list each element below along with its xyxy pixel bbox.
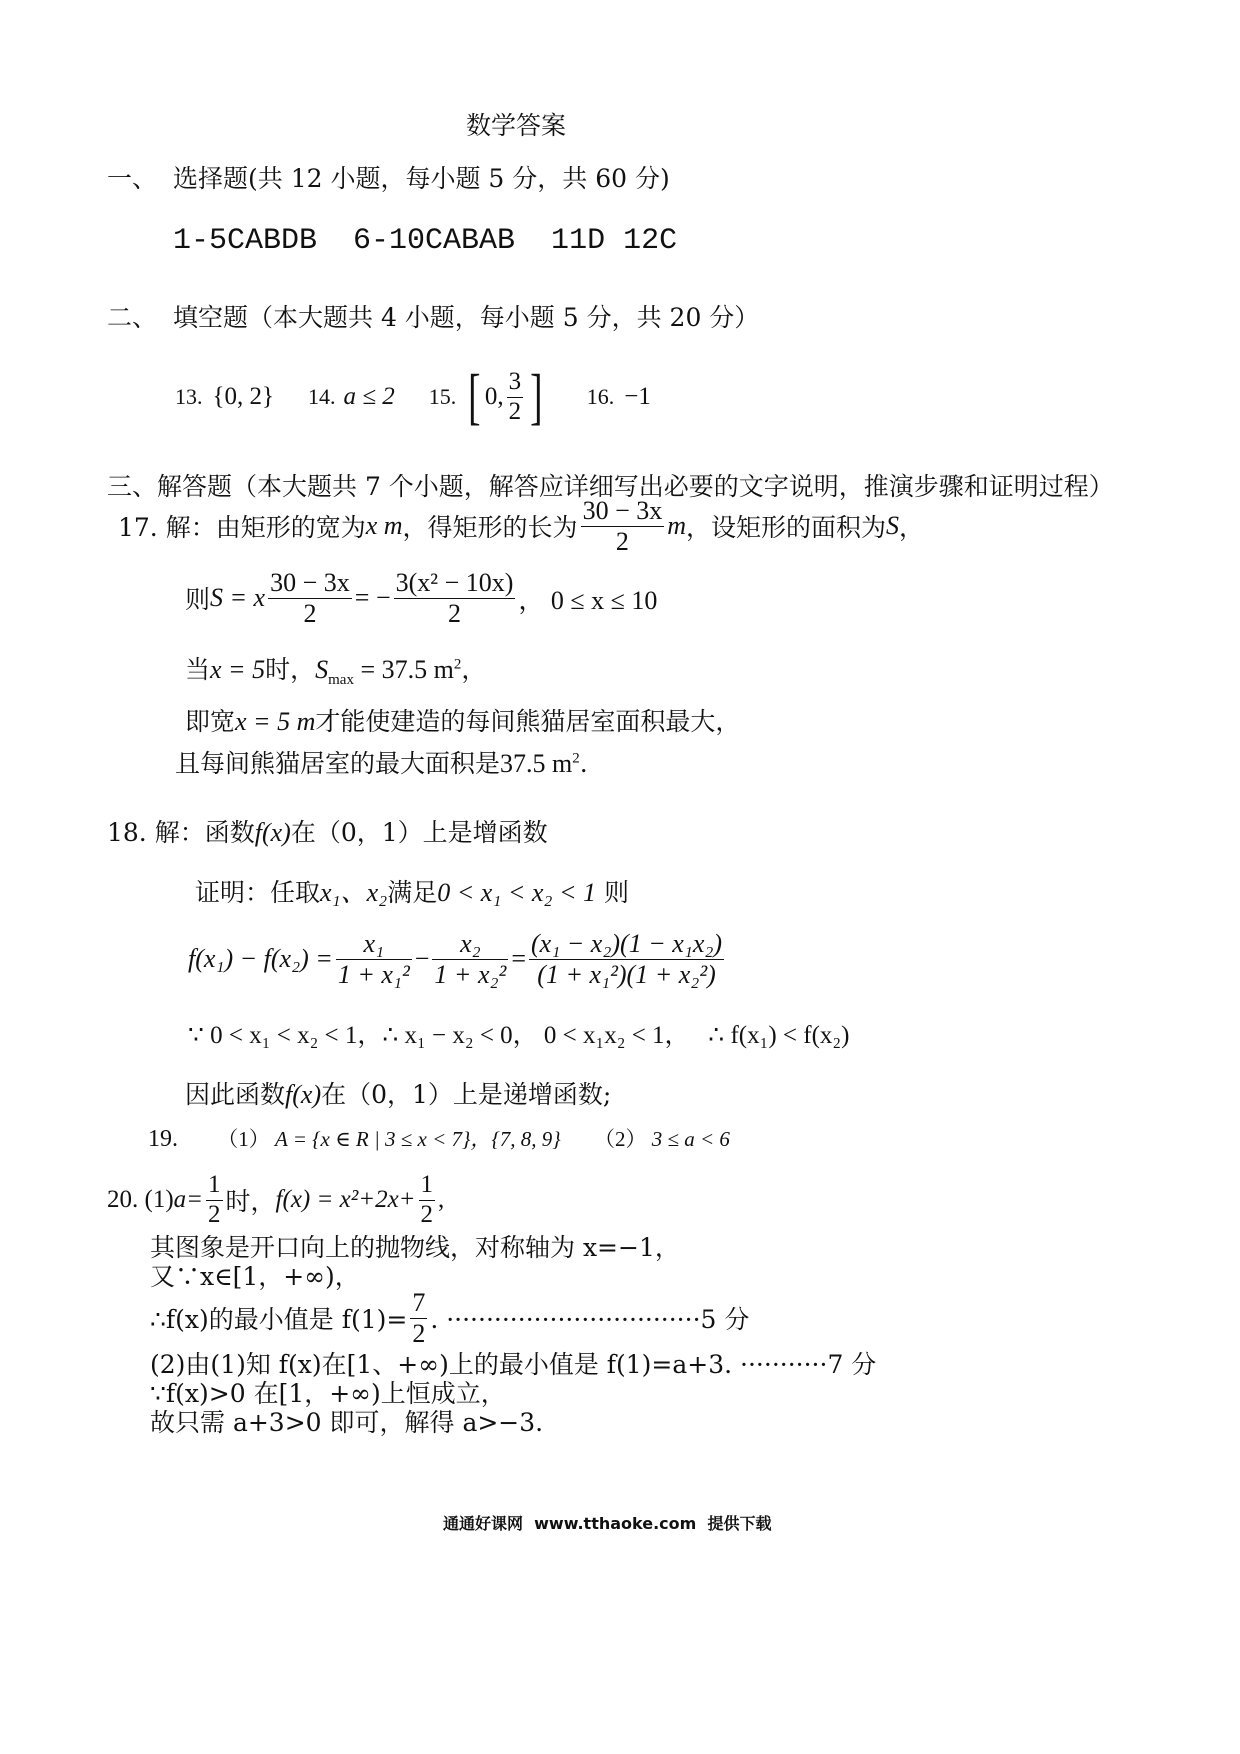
q19-number: 19. (148, 1126, 178, 1152)
q20-line6: ∵f(x)>0 在[1，+∞)上恒成立， (150, 1379, 506, 1408)
q18-line3 (188, 928, 727, 990)
q17-line2 (185, 567, 658, 628)
q20-den3: 2 (412, 1318, 426, 1348)
q20-line7: 故只需 a+3>0 即可，解得 a>−3. (150, 1408, 544, 1437)
q18-fx: f(x) (254, 818, 291, 847)
q17-x5m: x = 5 m (235, 707, 316, 736)
q18-result: 在（0，1）上是递增函数; (321, 1080, 612, 1109)
fill-in-answers (175, 363, 651, 431)
q20-line1 (107, 1172, 444, 1228)
q18-fx2: f(x) (285, 1080, 322, 1109)
q17-then: 则 (185, 585, 211, 614)
q18-then: 则 (596, 878, 629, 907)
q20-line5: (2)由(1)知 f(x)在[1、+∞)上的最小值是 f(1)=a+3. ···········7 分 (150, 1350, 877, 1379)
right-bracket: ] (530, 363, 543, 431)
q17-text2: ，得矩形的长为 (402, 513, 578, 542)
q19-answer2: 3 ≤ a < 6 (651, 1127, 730, 1151)
q17-intro: 17. 解：由矩形的宽为 (118, 513, 366, 542)
q17-max-area: 37.5 m (500, 749, 573, 778)
q18-claim: 在（0，1）上是增函数 (290, 818, 548, 847)
q18-intro: 18. 解：函数 (107, 818, 255, 847)
q17-equals-minus: = − (354, 583, 391, 612)
left-bracket: [ (468, 363, 481, 431)
q15-answer (464, 363, 547, 431)
q17-time: 时， (265, 655, 316, 684)
q15-label: 15. (428, 384, 457, 409)
q18-num2: x₂ (432, 929, 508, 960)
q17-conclusion: 才能使建造的每间熊猫居室面积最大， (315, 707, 741, 736)
q17-numerator2: 3(x² − 10x) (395, 567, 514, 597)
q20-comma: , (438, 1186, 445, 1213)
q13-answer: {0, 2} (212, 383, 274, 410)
q20-frac3 (410, 1288, 427, 1349)
q17-comma2: ， (461, 655, 487, 684)
q18-line5 (185, 1075, 611, 1111)
footer-credit: 通通好课网 www.tthaoke.com 提供下载 (443, 1514, 772, 1533)
q20-line2: 其图象是开口向上的抛物线，对称轴为 x=−1， (150, 1233, 680, 1262)
q18-num1: x₁ (336, 929, 412, 960)
q18-line1 (107, 813, 548, 849)
q14-label: 14. (308, 384, 336, 409)
q17-line1 (118, 495, 925, 556)
q17-line4 (185, 702, 740, 738)
section1-answers: 1-5CABDB 6-10CABAB 11D 12C (173, 224, 678, 258)
q17-unit: m (667, 511, 687, 540)
q20-min-text: ∴f(x)的最小值是 f(1)= (150, 1305, 408, 1334)
section3-heading: 三、解答题（本大题共 7 个小题，解答应详细写出必要的文字说明，推演步骤和证明过程） (107, 472, 1114, 501)
q17-maxvalue: = 37.5 m (353, 655, 454, 684)
q20-fx: f(x) = x²+2x+ (275, 1186, 416, 1213)
q17-denominator1: 2 (303, 598, 317, 628)
q15-lower: 0, (484, 383, 504, 410)
q17-length-fraction (581, 496, 665, 557)
q17-text3: ，设矩形的面积为 (686, 513, 887, 542)
q20-num2: 1 (419, 1171, 436, 1201)
q18-therefore: 因此函数 (185, 1080, 286, 1109)
q18-frac1 (336, 929, 412, 990)
q18-minus: − (414, 944, 430, 973)
q20-part1: 20. (1) (107, 1186, 174, 1213)
q15-numerator: 3 (507, 368, 524, 398)
q20-den2: 2 (420, 1200, 434, 1228)
q18-eq: = (511, 944, 527, 973)
q16-label: 16. (586, 384, 615, 409)
q17-so-width: 即宽 (185, 707, 236, 736)
q18-condition: 0 < x₁ < x₂ < 1 (437, 878, 596, 907)
q17-comma: ， (899, 513, 925, 542)
q17-domain: ， 0 ≤ x ≤ 10 (518, 585, 658, 615)
q17-line3 (185, 650, 486, 689)
page-title: 数学答案 (466, 111, 567, 140)
q18-frac3 (529, 929, 724, 990)
section2-number: 二、 (107, 303, 158, 332)
q20-num1: 1 (206, 1171, 223, 1201)
q20-line4 (150, 1287, 750, 1348)
q20-a-eq: a= (173, 1186, 204, 1213)
q17-fraction1 (268, 568, 352, 629)
q18-den2: 1 + x₂² (434, 959, 507, 989)
q14-answer: a ≤ 2 (343, 383, 395, 410)
q20-score1: . ································5 分 (430, 1305, 750, 1334)
q20-den1: 2 (208, 1200, 221, 1228)
q18-line4: ∵ 0 < x₁ < x₂ < 1，∴ x₁ − x₂ < 0， 0 < x₁x₂ < 1， ∴ f(x₁) < f(x₂) (188, 1022, 850, 1049)
q17-numerator1: 30 − 3x (270, 567, 350, 597)
q17-when: 当 (185, 655, 211, 684)
q17-area-symbol: S (886, 511, 900, 540)
q18-num3: (x₁ − x₂)(1 − x₁x₂) (531, 928, 723, 958)
q17-s-equals: S = x (210, 583, 266, 612)
q16-answer: −1 (624, 383, 651, 410)
q20-num3: 7 (412, 1287, 426, 1317)
q20-when: 时， (225, 1189, 276, 1216)
q17-sq: 2 (453, 656, 462, 673)
q17-sq2: 2 (572, 750, 580, 767)
q17-fraction2 (394, 568, 516, 629)
q17-period: . (579, 749, 588, 778)
q19-part2: （2） (593, 1127, 647, 1151)
q13-label: 13. (175, 384, 203, 409)
q20-frac1 (206, 1171, 223, 1230)
q15-denominator: 2 (508, 397, 522, 425)
q17-length-denominator: 2 (615, 526, 629, 556)
section1-heading: 选择题(共 12 小题，每小题 5 分，共 60 分) (173, 164, 670, 193)
q18-x1x2: x₁、x₂ (320, 878, 388, 907)
q18-line2 (195, 872, 629, 909)
q19-line (148, 1123, 730, 1153)
q18-lhs: f(x₁) − f(x₂) = (188, 944, 333, 973)
q18-den3: (1 + x₁²)(1 + x₂²) (537, 959, 716, 989)
q19-part1: （1） (217, 1127, 270, 1151)
q18-frac2 (432, 929, 508, 990)
section2-heading: 填空题（本大题共 4 小题，每小题 5 分，共 20 分） (173, 303, 760, 332)
q17-x5: x = 5 (210, 655, 266, 684)
q20-line3: 又∵x∈[1，+∞)， (150, 1262, 360, 1291)
q17-max-area-text: 且每间熊猫居室的最大面积是 (175, 749, 501, 778)
q17-denominator2: 2 (448, 598, 461, 628)
q18-den1: 1 + x₁² (337, 959, 410, 989)
q15-fraction (507, 368, 524, 427)
q17-max-sub: max (328, 672, 354, 688)
q20-frac2 (419, 1171, 436, 1230)
q19-answer1: A = {x ∈ R | 3 ≤ x < 7}，{7, 8, 9} (275, 1127, 561, 1151)
q17-length-numerator: 30 − 3x (582, 495, 663, 525)
section1-number: 一、 (107, 164, 158, 193)
q18-satisfy: 满足 (387, 878, 438, 907)
q17-width: x m (365, 511, 403, 540)
q17-smax: S (315, 655, 329, 684)
q17-line5 (175, 744, 588, 780)
q18-proof: 证明：任取 (195, 878, 321, 907)
